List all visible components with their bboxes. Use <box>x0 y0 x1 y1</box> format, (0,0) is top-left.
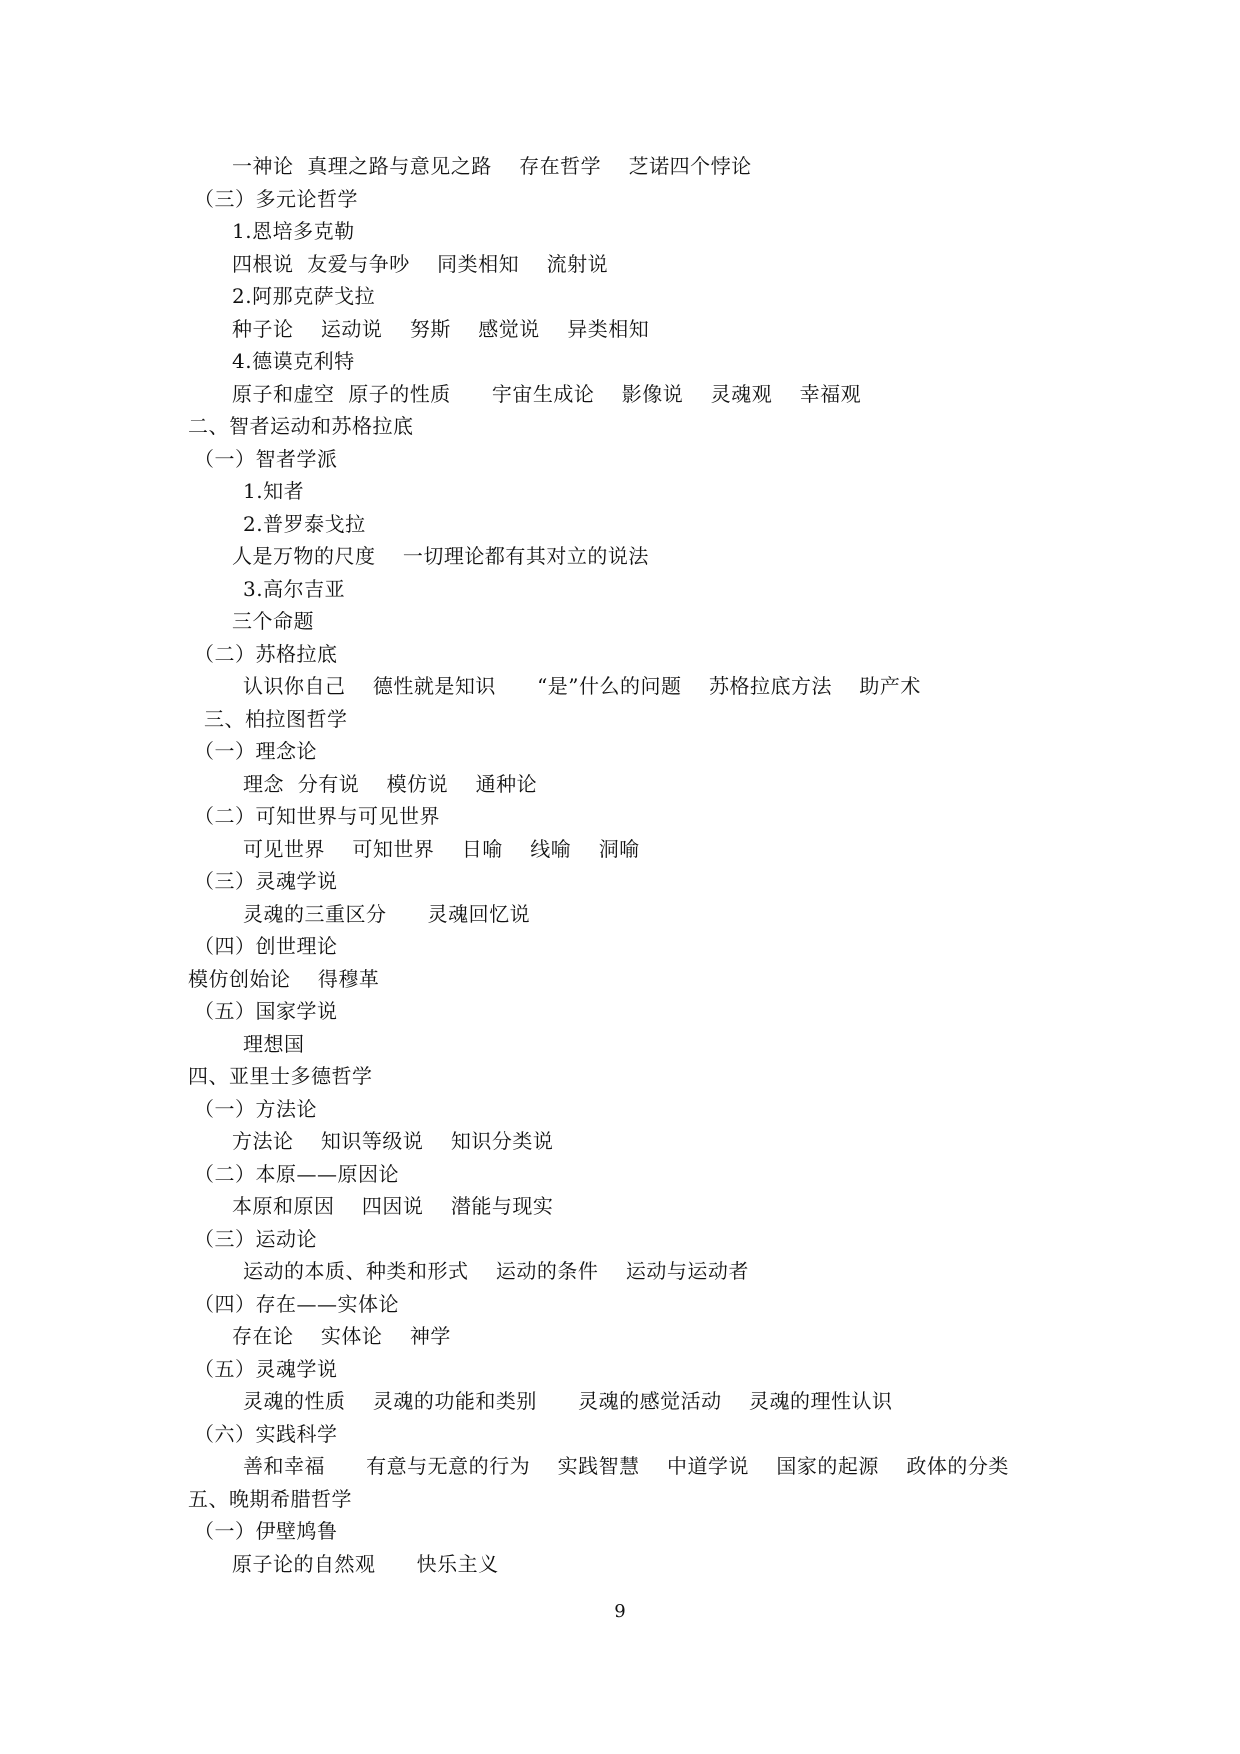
outline-line: 原子论的自然观 快乐主义 <box>232 1551 499 1576</box>
outline-line: 存在论 实体论 神学 <box>232 1324 451 1348</box>
section-heading: （一）智者学派 <box>194 446 338 471</box>
outline-line: 原子和虚空 原子的性质 宇宙生成论 影像说 灵魂观 幸福观 <box>232 381 862 406</box>
section-heading: （二）苏格拉底 <box>194 641 338 666</box>
section-heading: （二）可知世界与可见世界 <box>194 804 440 828</box>
outline-line: 理念 分有说 模仿说 通种论 <box>243 771 538 796</box>
page-number: 9 <box>614 1601 626 1622</box>
section-heading: （三）多元论哲学 <box>194 186 358 211</box>
section-heading: （五）国家学说 <box>194 999 338 1023</box>
outline-line: 理想国 <box>243 1031 305 1056</box>
outline-item: 2.普罗泰戈拉 <box>243 511 366 536</box>
outline-item: 1.知者 <box>243 479 305 503</box>
outline-line: 善和幸福 有意与无意的行为 实践智慧 中道学说 国家的起源 政体的分类 <box>243 1454 1009 1478</box>
section-heading: （四）创世理论 <box>194 934 338 958</box>
chapter-heading: 四、亚里士多德哲学 <box>188 1064 373 1088</box>
outline-item: 4.德谟克利特 <box>232 349 355 373</box>
outline-line: 一神论 真理之路与意见之路 存在哲学 芝诺四个悖论 <box>232 154 752 178</box>
outline-item: 1.恩培多克勒 <box>232 219 355 243</box>
outline-line: 认识你自己 德性就是知识 “是”什么的问题 苏格拉底方法 助产术 <box>243 674 921 698</box>
section-heading: （四）存在——实体论 <box>194 1291 399 1316</box>
chapter-heading: 二、智者运动和苏格拉底 <box>188 414 414 438</box>
outline-line: 运动的本质、种类和形式 运动的条件 运动与运动者 <box>243 1259 749 1283</box>
outline-item: 2.阿那克萨戈拉 <box>232 284 376 308</box>
section-heading: （三）灵魂学说 <box>194 869 338 893</box>
outline-line: 人是万物的尺度 一切理论都有其对立的说法 <box>232 544 649 568</box>
outline-line: 本原和原因 四因说 潜能与现实 <box>232 1194 554 1218</box>
section-heading: （六）实践科学 <box>194 1421 338 1446</box>
section-heading: （五）灵魂学说 <box>194 1356 338 1381</box>
outline-line: 灵魂的三重区分 灵魂回忆说 <box>243 901 531 926</box>
outline-line: 可见世界 可知世界 日喻 线喻 洞喻 <box>243 836 640 861</box>
chapter-heading: 五、晚期希腊哲学 <box>188 1486 352 1511</box>
section-heading: （一）理念论 <box>194 739 317 763</box>
section-heading: （一）伊壁鸠鲁 <box>194 1519 338 1543</box>
outline-line: 模仿创始论 得穆革 <box>188 966 380 991</box>
outline-line: 种子论 运动说 努斯 感觉说 异类相知 <box>232 316 650 341</box>
outline-line: 灵魂的性质 灵魂的功能和类别 灵魂的感觉活动 灵魂的理性认识 <box>243 1389 893 1413</box>
chapter-heading: 三、柏拉图哲学 <box>204 706 348 731</box>
section-heading: （一）方法论 <box>194 1096 317 1121</box>
outline-body <box>188 150 1088 1580</box>
outline-line: 四根说 友爱与争吵 同类相知 流射说 <box>232 251 609 276</box>
outline-line: 方法论 知识等级说 知识分类说 <box>232 1129 554 1153</box>
outline-line: 三个命题 <box>232 609 314 633</box>
section-heading: （二）本原——原因论 <box>194 1161 399 1186</box>
section-heading: （三）运动论 <box>194 1226 317 1251</box>
outline-item: 3.高尔吉亚 <box>243 576 346 601</box>
